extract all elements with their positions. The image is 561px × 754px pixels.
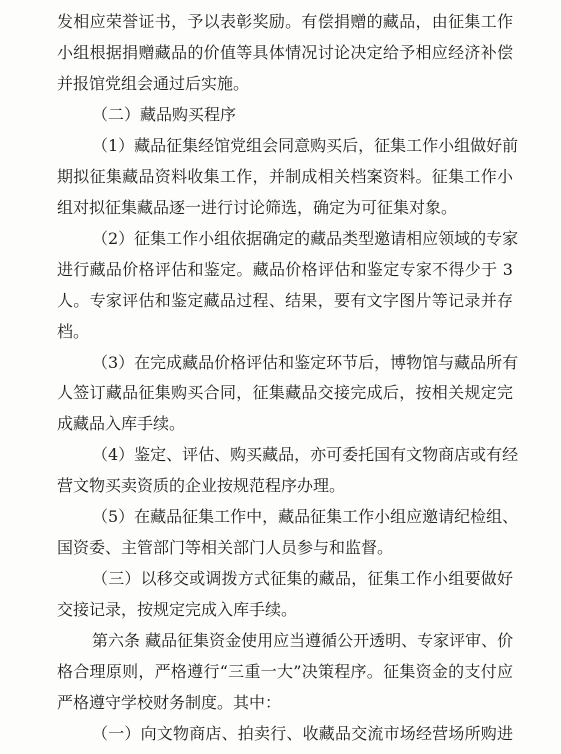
text-line: 成藏品入库手续。 <box>57 414 186 434</box>
text-line: （3）在完成藏品价格评估和鉴定环节后，博物馆与藏品所有 <box>92 352 519 372</box>
text-line: （三）以移交或调拨方式征集的藏品，征集工作小组要做好 <box>92 569 513 589</box>
text-line: 营文物买卖资质的企业按规范程序办理。 <box>57 476 346 496</box>
text-line: 小组根据捐赠藏品的价值等具体情况讨论决定给予相应经济补偿 <box>57 42 513 62</box>
text-line: （5）在藏品征集工作中，藏品征集工作小组应邀请纪检组、 <box>92 507 519 527</box>
text-line: （二）藏品购买程序 <box>92 104 237 124</box>
text-line: 严格遵守学校财务制度。其中： <box>57 693 282 713</box>
text-line: 国资委、主管部门等相关部门人员参与和监督。 <box>57 538 394 558</box>
text-line: 组对拟征集藏品逐一进行讨论筛选，确定为可征集对象。 <box>57 197 458 217</box>
text-line: （1）藏品征集经馆党组会同意购买后，征集工作小组做好前 <box>92 135 519 155</box>
text-line: 人签订藏品征集购买合同，征集藏品交接完成后，按相关规定完 <box>57 383 513 403</box>
text-line: 档。 <box>57 321 90 341</box>
text-line: 进行藏品价格评估和鉴定。藏品价格评估和鉴定专家不得少于 3 <box>57 259 513 279</box>
text-line: 人。专家评估和鉴定藏品过程、结果，要有文字图片等记录并存 <box>57 290 513 310</box>
text-line: 期拟征集藏品资料收集工作，并制成相关档案资料。征集工作小 <box>57 166 513 186</box>
text-line: （2）征集工作小组依据确定的藏品类型邀请相应领域的专家 <box>92 228 519 248</box>
text-line: （4）鉴定、评估、购买藏品，亦可委托国有文物商店或有经 <box>92 445 519 465</box>
text-line: 交接记录，按规定完成入库手续。 <box>57 600 298 620</box>
text-line: 格合理原则，严格遵行“三重一大”决策程序。征集资金的支付应 <box>57 662 513 682</box>
text-line: 第六条 藏品征集资金使用应当遵循公开透明、专家评审、价 <box>92 631 514 651</box>
text-line: 并报馆党组会通过后实施。 <box>57 73 250 93</box>
text-line: （一）向文物商店、拍卖行、收藏品交流市场经营场所购进 <box>92 724 513 743</box>
text-line: 发相应荣誉证书，予以表彰奖励。有偿捐赠的藏品，由征集工作 <box>57 12 513 31</box>
